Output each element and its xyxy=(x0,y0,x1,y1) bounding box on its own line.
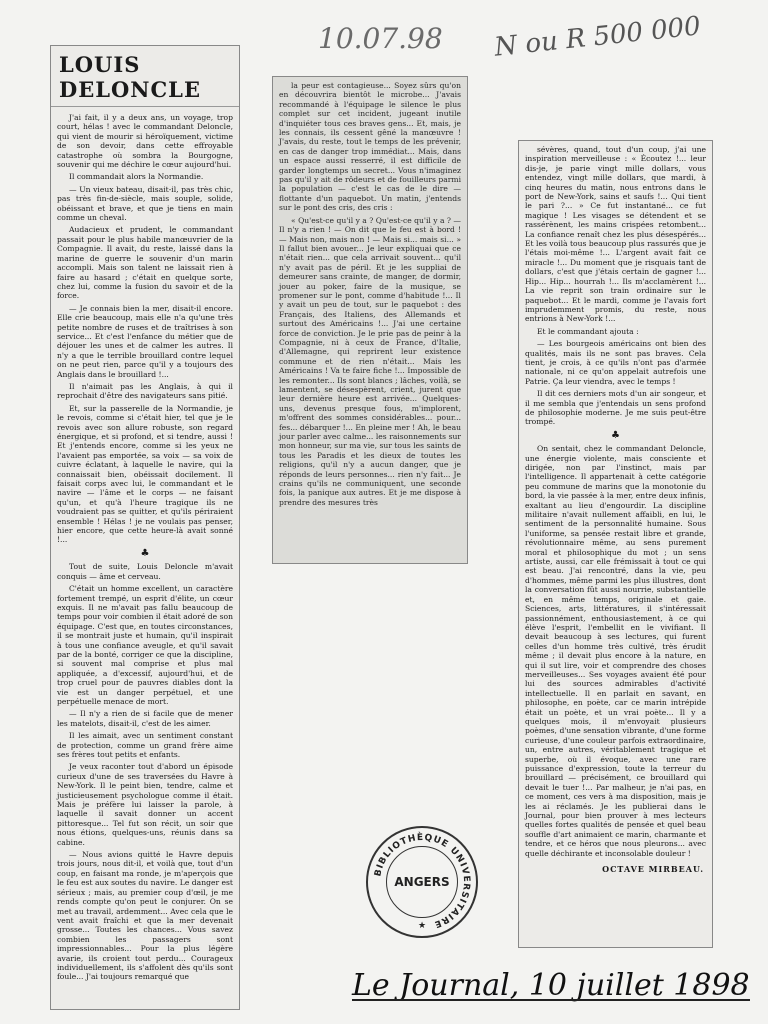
article-title: LOUIS DELONCLE xyxy=(51,46,239,107)
stamp-inner-ring xyxy=(386,846,458,918)
paragraph: — Nous avions quitté le Havre depuis trois jours, nous dit-il, et voilà que, tout d'un coup, en faisant ma ronde, je m'aperçois que le feu est aux soutes du navire. Le danger est sérieux ; mais, au premier coup d'œil, je me rends compte qu'on peut le conjurer. On se met au travail, ardemment... Avec cela que le vent avait fraîchi et que la mer devenait grosse... Toutes les chances... Vous savez combien les passagers sont impressionnables... Pour la plus légère avarie, ils croient tout perdu... Courageux individuellement, ils s'affolent dès qu'ils sont foule... J'ai toujours remarqué que xyxy=(57,850,233,982)
section-ornament: ♣ xyxy=(611,429,620,441)
author-signature: OCTAVE MIRBEAU. xyxy=(602,864,704,875)
handwritten-date: 10.07.98 xyxy=(318,22,443,55)
paragraph: Et, sur la passerelle de la Normandie, je le revois, comme si c'était hier, tel que je le revois avec son allure robuste, son regard énergique, et si profond, et si tendre, aussi ! Et j'entends encore, comme si les yeux ne l'avaient pas emportée, sa voix — sa voix de cuivre éclatant, à laquelle le navire, qui la connaissait bien, obéissait docilement. Il faisait corps avec lui, le commandant et le navire — l'âme et le corps — ne faisant qu'un, et qu'à l'heure tragique ils ne voudraient pas se quitter, et qu'ils périraient ensemble ! Hélas ! je ne voulais pas penser, hier encore, que cette heure-là avait sonné !... xyxy=(57,403,233,545)
clipping-column-left xyxy=(50,45,240,1010)
section-ornament: ♣ xyxy=(140,547,150,559)
paragraph: J'ai fait, il y a deux ans, un voyage, trop court, hélas ! avec le commandant Deloncle, qui vient de mourir si héroïquement, victime de son devoir, dans cette effroyable catastrophe où sombra la Bourgogne, souvenir qui me déchire le cœur aujourd'hui. xyxy=(57,113,233,170)
paragraph: Tout de suite, Louis Deloncle m'avait conquis — âme et cerveau. xyxy=(57,562,233,581)
article-text-left xyxy=(51,113,239,982)
paragraph: « Qu'est-ce qu'il y a ? Qu'est-ce qu'il y a ? — Il n'y a rien ! — On dit que le feu est à bord ! — Mais non, mais non ! — Mais si... mais si... » Il fallut bien avouer... Je leur expliquai que ce n'était rien... que cela arrivait souvent... qu'il n'y avait pas de péril. Et je les suppliai de demeurer sans crainte, de manger, de dormir, jouer au poker, faire de la musique, se promener sur le pont, comme d'habitude !... Il y avait un peu de tout, sur le paquebot : des Français, des Italiens, des Allemands et surtout des Américains !... J'ai une certaine force de conviction. Je le prie pas de peinr à la Compagnie, ni à ceux de France, d'Italie, d'Allemagne, qui reprirent leur existence commune et de rien n'était... Mais les Américains ! Va te faire fiche !... Impossible de les remonter... Ils sont blancs ; lâches, voilà, se lamentent, se désespèrent, crient, jurent que leur dernière heure est arrivée... Quelques-uns, devenus presque fous, m'implorent, m'offrent des sommes considérables... pour... fes... débarquer !... En pleine mer ! Ah, le beau jour parler avec calme... les raisonnements sur mon honneur, sur ma vie, sur tous les saints de tous les Paradis et les dieux de toutes les religions, qu'il n'y a aucun danger, que je réponds de leurs personnes... rien n'y fait... Je crains qu'ils ne communiquent, une seconde fois, la panique aux autres. Et je me dispose à prendre des mesures très xyxy=(279,215,461,507)
paragraph: Et le commandant ajouta : xyxy=(537,326,639,336)
stamp-star-icon: ★ xyxy=(417,921,427,931)
paragraph: Il n'aimait pas les Anglais, à qui il reprochait d'être des navigateurs sans pitié. xyxy=(57,381,233,401)
stamp-center-label: ANGERS xyxy=(394,875,450,889)
paragraph: — Les bourgeois américains ont bien des qualités, mais ils ne sont pas braves. Cela tient, je crois, à ce qu'ils n'ont pas d'armée nationale, ni ce qu'on appelait autrefois une Patrie. Ça leur viendra, avec le temps ! xyxy=(525,339,706,386)
clipping-column-middle xyxy=(272,76,468,564)
stamp-ring-label: BIBLIOTHÈQUE UNIVERSITAIRE xyxy=(373,832,472,930)
handwritten-reference: N ou R 500 000 xyxy=(492,11,703,63)
paragraph: — Je connais bien la mer, disait-il encore. Elle crie beaucoup, mais elle n'a qu'une très petite nombre de ruses et de traîtrises à son service... Et c'est l'enfance du métier que de déjouer les unes et de calmer les autres. Il n'y a que le terrible brouillard contre lequel on ne peut rien, parce qu'il y a toujours des Anglais dans le brouillard !... xyxy=(57,303,233,379)
paragraph: On sentait, chez le commandant Deloncle, une énergie violente, mais consciente et dirigée, non par l'instinct, mais par l'intelligence. Il appartenait à cette catégorie peu commune de marins que la monotonie du bord, la vie passée à la mer, entre deux infinis, exaltant au lieu d'engourdir. La discipline militaire n'avait nullement affaibli, en lui, le sentiment de la personnalité humaine. Sous l'uniforme, sa pensée restait libre et grande, révolutionnaire même, au sens purement moral et philosophique du mot ; un sens artiste, aussi, car elle frémissait à tout ce qui est beau. J'ai rencontré, dans la vie, peu d'hommes, même parmi les plus illustres, dont la conversation fût aussi nourrie, substantielle et, en même temps, originale et gaie. Sciences, arts, littératures, il s'intéressait passionnément, enthousiastement, à ce qui élève l'esprit, l'embellit en le vivifiant. Il devait beaucoup à ses lectures, qui furent celles d'un homme très cultivé, très érudit même ; il devait plus encore à la nature, en qui il sut lire, voir et comprendre des choses merveilleuses... Ses voyages avaient été pour lui des sources admirables d'activité intellectuelle. Il en parlait en savant, en philosophe, en poète, car ce marin intrépide était un poète, et un vrai poète... Il y a quelques mois, il m'envoyait plusieurs poèmes, d'une sensation vibrante, d'une forme curieuse, d'une couleur parfois extraordinaire, un, entre autres, véritablement tragique et superbe, où il évoque, avec une rare puissance d'expression, toute la terreur du brouillard — précisément, ce brouillard qui devait le tuer !... Par malheur, je n'ai pas, en ce moment, ces vers à ma disposition, mais je les ai réclamés. Je les publierai dans le Journal, pour bien prouver à mes lecteurs quelles fortes qualités de pensée et quel beau souffle d'art animaient ce marin, charmante et tendre, et ce héros que nous pleurons... avec quelle déchirante et inconsolable douleur ! xyxy=(525,444,706,858)
paragraph: Il les aimait, avec un sentiment constant de protection, comme un grand frère aime ses frères tout petits et enfants. xyxy=(57,731,233,759)
paragraph: la peur est contagieuse... Soyez sûrs qu'on en découvrira bientôt le microbe... J'avais recommandé à l'équipage le silence le plus complet sur cet incident, jugeant inutile d'inquiéter tous ces braves gens... Et, mais, je les connais, ils cessent gêné la manœuvre ! J'avais, du reste, tout le temps de les prévenir, en cas de danger trop immédiat... Mais, dans un espace aussi resserré, il est difficile de garder longtemps un secret... Vous n'imaginez pas qu'il y ait de rôdeurs et de fouilleurs parmi la population — c'est le cas de le dire — flottante d'un paquebot. Un matin, j'entends sur le pont des cris, des cris : xyxy=(279,81,461,213)
clipping-column-right xyxy=(518,140,713,948)
paragraph: Je veux raconter tout d'abord un épisode curieux d'une de ses traversées du Havre à New-York. Il le peint bien, tendre, calme et justicieusement psychologue comme il était. Mais je préfère lui laisser la parole, à laquelle il savait donner un accent pittoresque... Tel fut son récit, un soir que nous étions, quelques-uns, réunis dans sa cabine. xyxy=(57,762,233,847)
paragraph: Il commandait alors la Normandie. xyxy=(69,172,204,182)
paragraph: Audacieux et prudent, le commandant passait pour le plus habile manœuvrier de la Compagnie. Il avait, du reste, laissé dans la marine de guerre le souvenir d'un marin accompli. Mais son talent ne laissait rien à faire au hasard ; c'était en quelque sorte, chez lui, comme la fusion du savoir et de la force. xyxy=(57,225,233,301)
paragraph: sévères, quand, tout d'un coup, j'ai une inspiration merveilleuse : « Écoutez !... leur dis-je, je parie vingt mille dollars, vous entendez, vingt mille dollars, que mardi, à cinq heures du matin, nous entrons dans le port de New-York, sains et saufs !... Qui tient le pari ?... » Ce fut instantané... ce fut magique ! Les visages se détendent et se rassérènent, les mains crispées retombent... La confiance renaît chez les plus désespérés... Et les voilà tous beaucoup plus rassurés que je l'étais moi-même !... L'argent avait fait ce miracle !... Du moment que je risquais tant de dollars, c'est que j'étais certain de gagner !... Hip... Hip... hourrah !... Ils m'acclamèrent !... La vie reprit son train ordinaire sur le paquebot... Et le mardi, comme je l'avais fort imprudemment promis, du reste, nous entrions à New-York !... xyxy=(525,145,706,324)
paragraph: C'était un homme excellent, un caractère fortement trempé, un esprit d'élite, un cœur exquis. Il ne m'avait pas fallu beaucoup de temps pour voir combien il était adoré de son équipage. C'est que, en toutes circonstances, il se montrait juste et humain, qu'il inspirait à tous une confiance aveugle, et qu'il savait par de la bonté, corriger ce que la discipline, si souvent mal comprise et plus mal appliquée, a d'excessif, aujourd'hui, et de trop cruel pour de pauvres diables dont la vie est un danger perpétuel, et une perpétuelle menace de mort. xyxy=(57,584,233,706)
paragraph: — Il n'y a rien de si facile que de mener les matelots, disait-il, c'est de les aimer. xyxy=(57,709,233,728)
article-text-middle xyxy=(273,77,467,507)
handwritten-source: Le Journal, 10 juillet 1898 xyxy=(352,968,750,1003)
library-stamp xyxy=(366,826,478,938)
paragraph: — Un vieux bateau, disait-il, pas très chic, pas très fin-de-siècle, mais souple, solide, obéissant et brave, et que je tiens en main comme un cheval. xyxy=(57,184,233,223)
article-text-right xyxy=(519,141,712,858)
paragraph: Il dit ces derniers mots d'un air songeur, et il me sembla que j'entendais un sens profond de philosophie moderne. Je me suis peut-être trompé. xyxy=(525,389,706,427)
